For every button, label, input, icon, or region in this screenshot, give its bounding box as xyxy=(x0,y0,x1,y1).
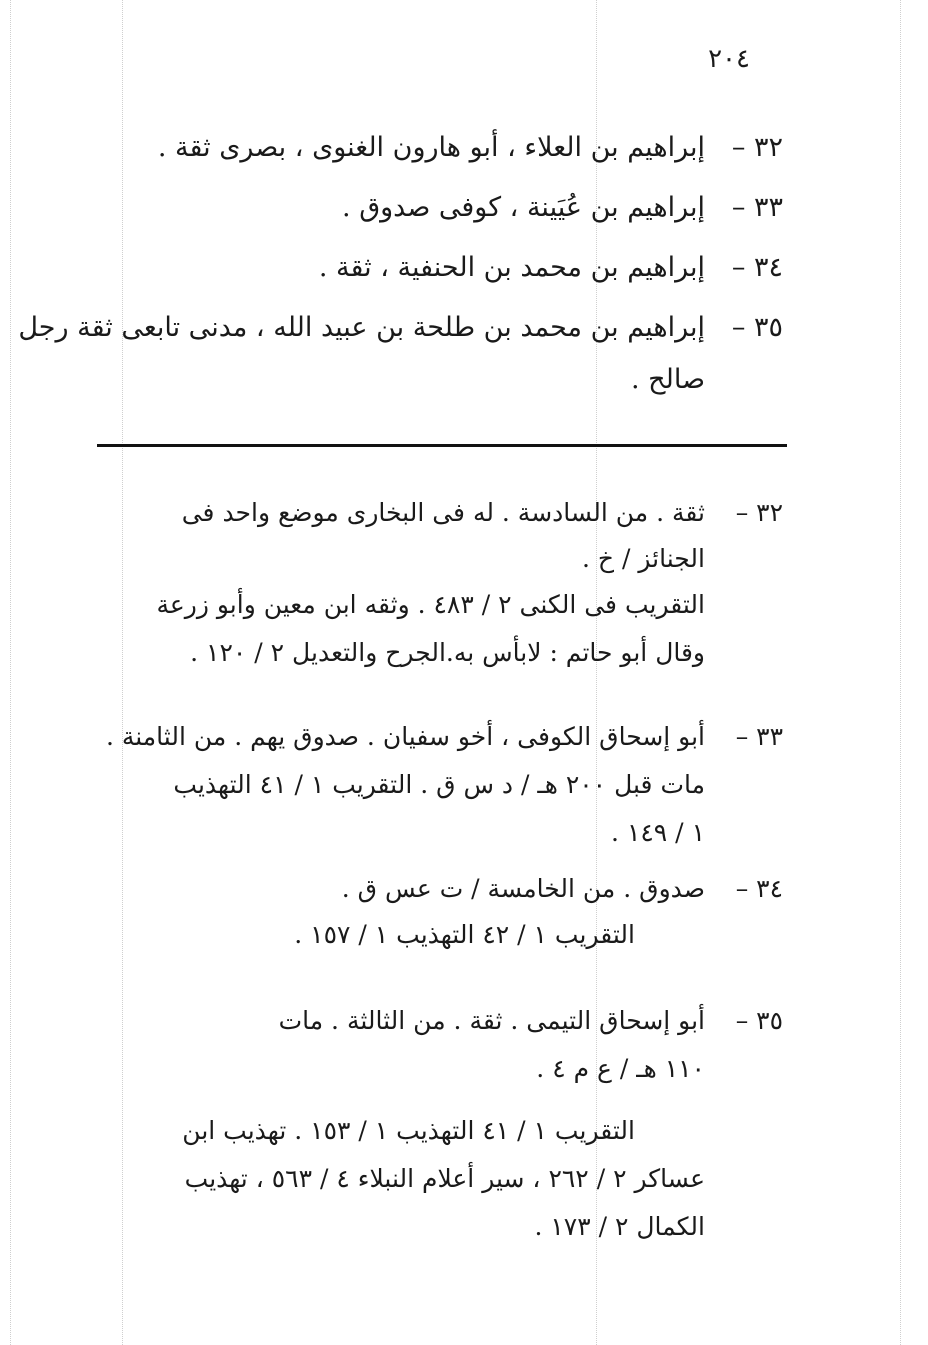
entry-number: ٣٢ – xyxy=(731,132,783,163)
footnote-35 xyxy=(83,1006,783,1246)
entry-number: ٣٣ – xyxy=(731,192,783,223)
entry-text: إبراهيم بن محمد بن طلحة بن عبيد الله ، مدنى تابعى ثقة رجل xyxy=(18,312,705,343)
footnote-text: ثقة . من السادسة . له فى البخارى موضع واحد فى xyxy=(181,498,705,527)
footnote-number: ٣٥ – xyxy=(735,1006,783,1035)
entry-text: إبراهيم بن العلاء ، أبو هارون الغنوى ، بصرى ثقة . xyxy=(157,132,705,163)
footnote-text: مات قبل ٢٠٠ هـ / د س ق . التقريب ١ / ٤١ التهذيب xyxy=(173,770,705,799)
footnote-number: ٣٢ – xyxy=(735,498,783,527)
main-entry-35 xyxy=(18,312,783,412)
footnote-32 xyxy=(83,498,783,678)
footnote-text: أبو إسحاق التيمى . ثقة . من الثالثة . مات xyxy=(278,1006,705,1035)
page-number: ٢٠٤ xyxy=(708,44,750,74)
footnote-text: الكمال ٢ / ١٧٣ . xyxy=(534,1212,705,1241)
footnote-text: التقريب ١ / ٤١ التهذيب ١ / ١٥٣ . تهذيب ابن xyxy=(182,1116,635,1145)
entry-number: ٣٤ – xyxy=(731,252,783,283)
main-entry-33 xyxy=(83,192,783,232)
main-entry-32 xyxy=(83,132,783,172)
main-entry-34 xyxy=(83,252,783,292)
entry-number: ٣٥ – xyxy=(731,312,783,343)
footnote-text: عساكر ٢ / ٢٦٢ ، سير أعلام النبلاء ٤ / ٥٦٣ ، تهذيب xyxy=(184,1164,705,1193)
footnote-text: الجنائز / خ . xyxy=(582,544,705,573)
scan-artifact xyxy=(10,0,11,1345)
footnote-text: ١١٠ هـ / ع م ٤ . xyxy=(536,1054,705,1083)
entry-text: إبراهيم بن عُيَينة ، كوفى صدوق . xyxy=(342,192,705,223)
footnote-text: التقريب ١ / ٤٢ التهذيب ١ / ١٥٧ . xyxy=(294,920,635,949)
scan-artifact xyxy=(900,0,901,1345)
footnote-number: ٣٣ – xyxy=(735,722,783,751)
footnote-33 xyxy=(83,722,783,862)
entry-text: صالح . xyxy=(631,364,705,395)
footnote-34 xyxy=(83,874,783,964)
footnote-text: وقال أبو حاتم : لابأس به.الجرح والتعديل ٢ / ١٢٠ . xyxy=(190,638,705,667)
footnote-divider xyxy=(97,444,787,447)
footnote-text: ١ / ١٤٩ . xyxy=(611,818,705,847)
footnote-text: أبو إسحاق الكوفى ، أخو سفيان . صدوق يهم . من الثامنة . xyxy=(105,722,705,751)
footnote-text: صدوق . من الخامسة / ت عس ق . xyxy=(341,874,705,903)
footnote-text: التقريب فى الكنى ٢ / ٤٨٣ . وثقه ابن معين وأبو زرعة xyxy=(156,590,705,619)
footnote-number: ٣٤ – xyxy=(735,874,783,903)
entry-text: إبراهيم بن محمد بن الحنفية ، ثقة . xyxy=(318,252,705,283)
